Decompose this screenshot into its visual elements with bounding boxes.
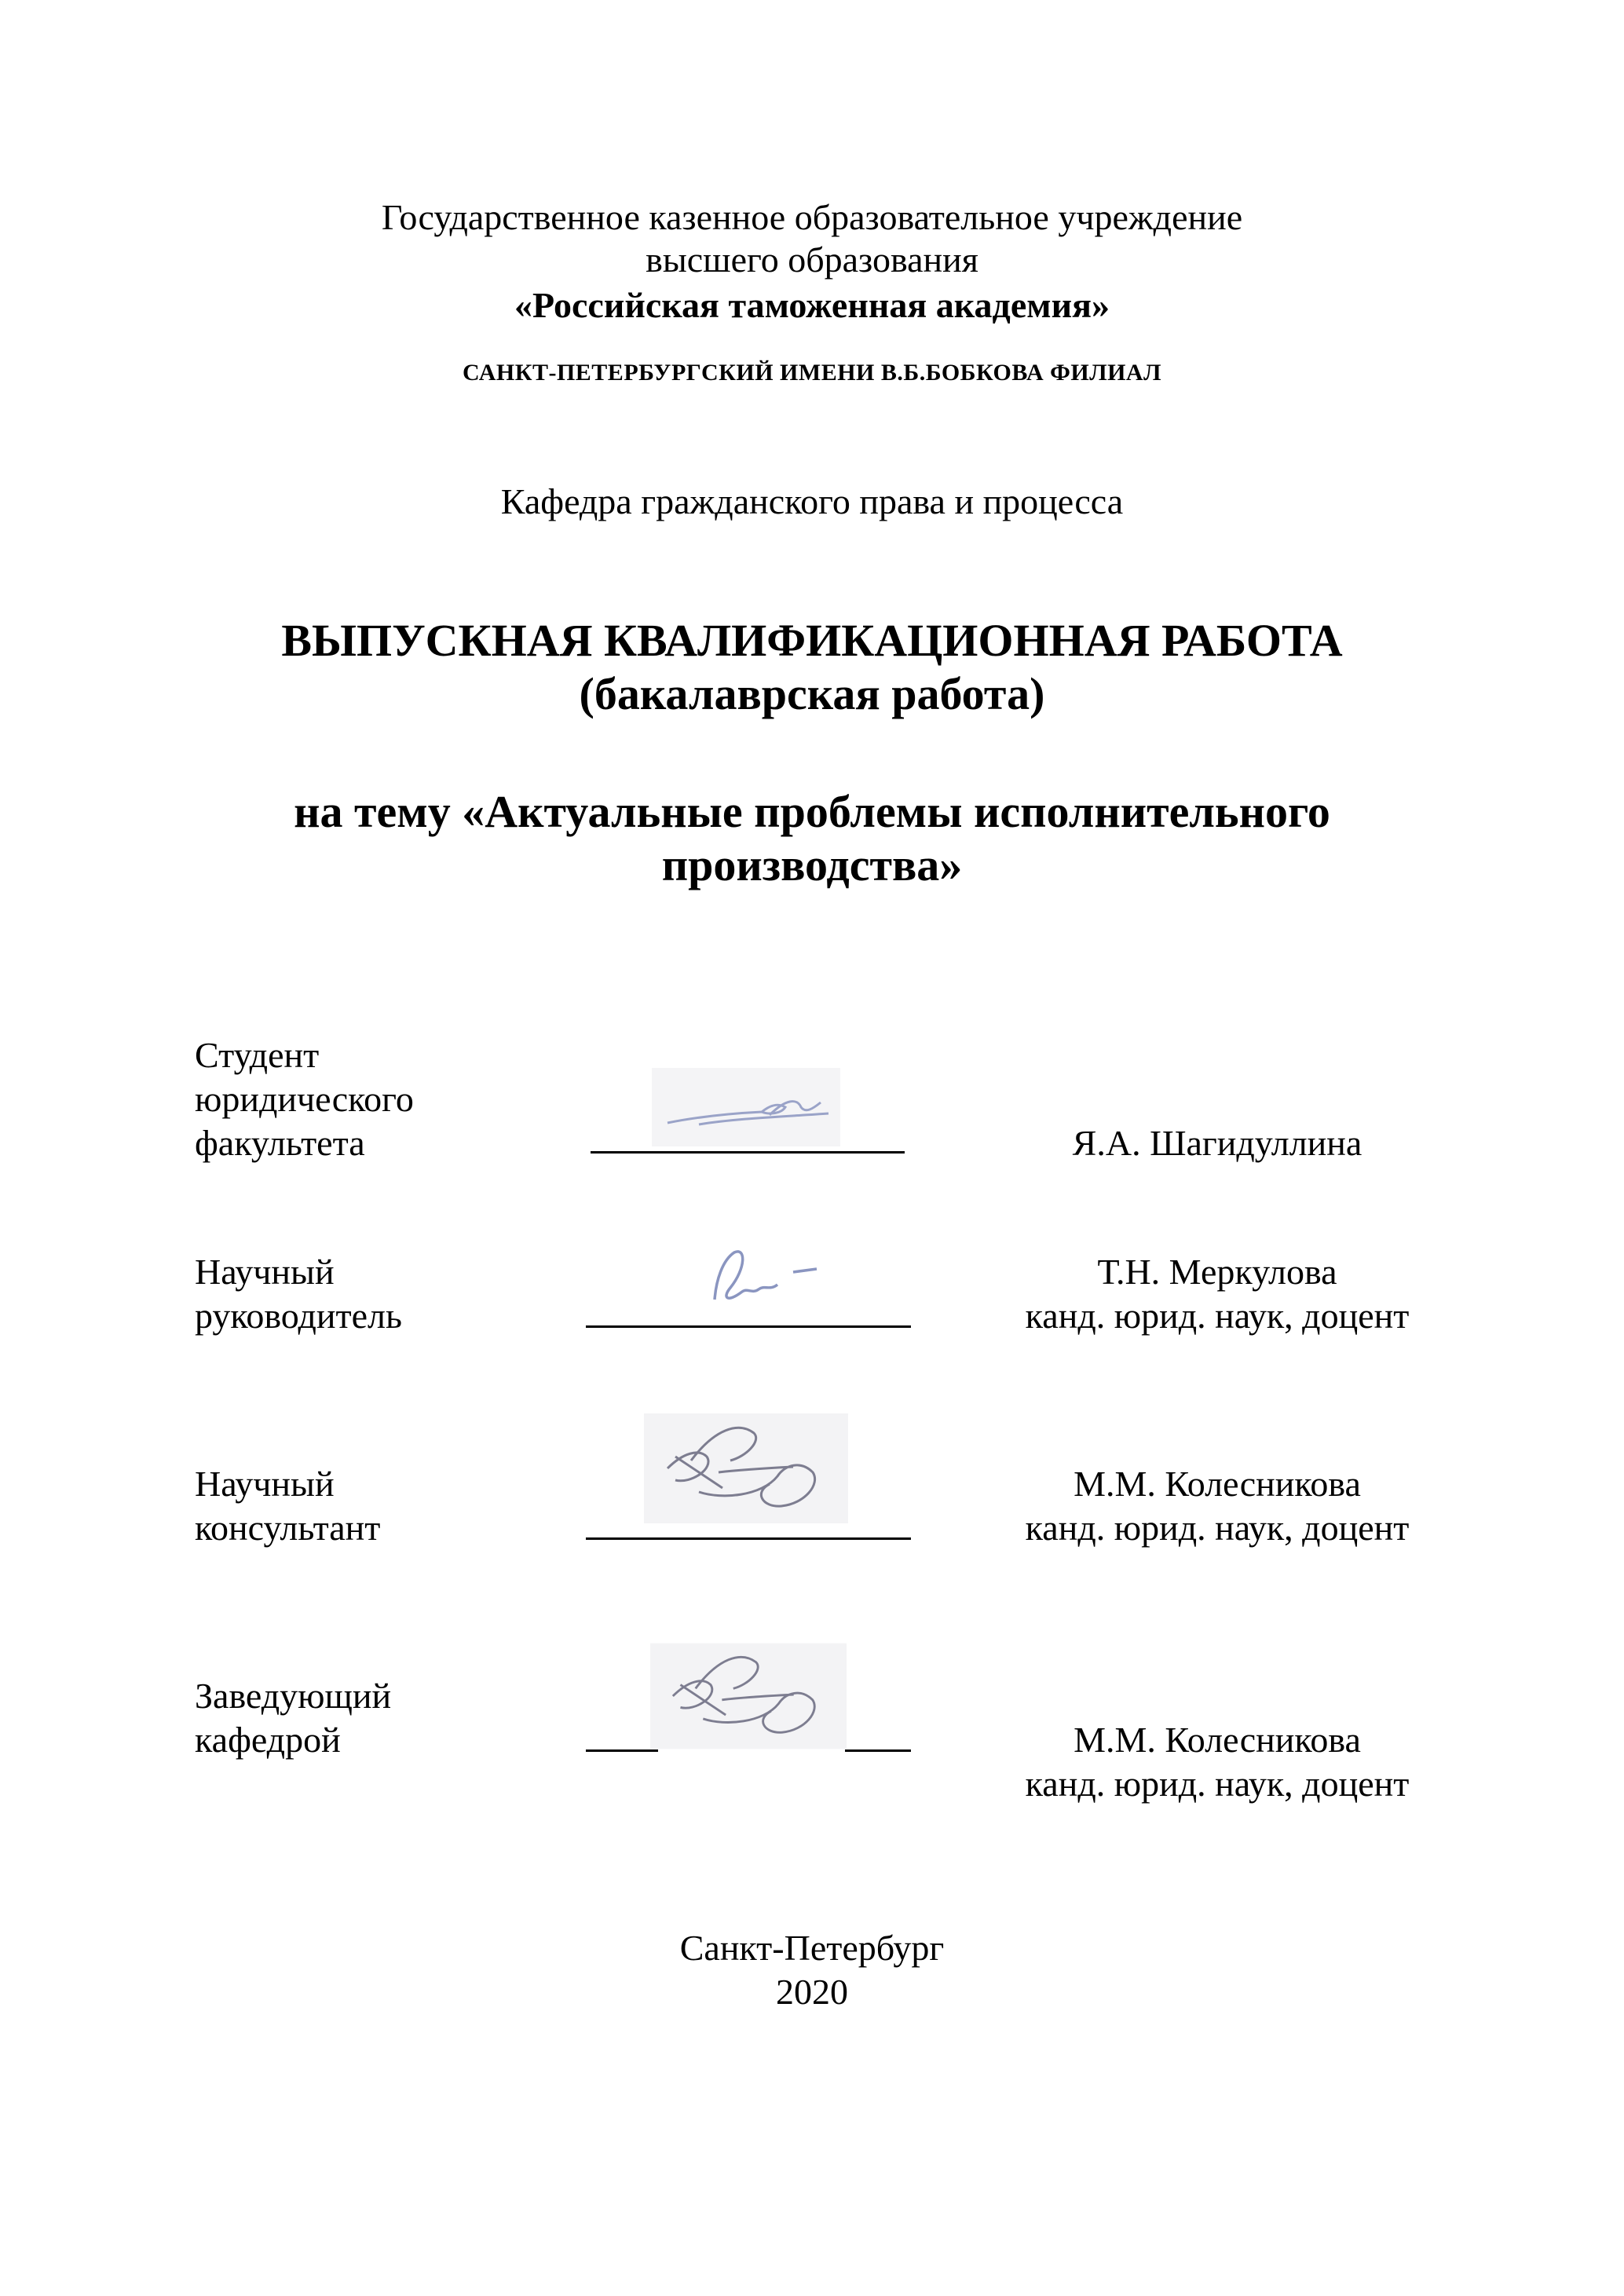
supervisor-role-line-2: руководитель: [195, 1296, 402, 1336]
head-role-line-1: Заведующий: [195, 1676, 392, 1716]
consultant-signature-line: [586, 1537, 911, 1540]
work-type-title: ВЫПУСКНАЯ КВАЛИФИКАЦИОННАЯ РАБОТА: [281, 615, 1343, 666]
head-degree: канд. юрид. наук, доцент: [1025, 1764, 1410, 1804]
head-signature-line: [586, 1749, 911, 1752]
year: 2020: [776, 1972, 848, 2012]
head-name: М.М. Колесникова: [1074, 1720, 1361, 1760]
supervisor-degree: канд. юрид. наук, доцент: [1025, 1296, 1410, 1336]
consultant-degree: канд. юрид. наук, доцент: [1025, 1508, 1410, 1548]
department-name: Кафедра гражданского права и процесса: [500, 481, 1124, 521]
city: Санкт-Петербург: [679, 1928, 945, 1968]
student-signature-line: [591, 1151, 905, 1153]
student-role-line-1: Студент: [195, 1035, 320, 1075]
supervisor-signature-line: [586, 1325, 911, 1328]
filial-name: САНКТ-ПЕТЕРБУРГСКИЙ ИМЕНИ В.Б.БОБКОВА ФИЛИАЛ: [463, 360, 1161, 386]
head-role-line-2: кафедрой: [195, 1720, 341, 1760]
student-role-line-3: факультета: [195, 1123, 365, 1163]
consultant-name: М.М. Колесникова: [1074, 1464, 1361, 1504]
topic-line-2: производства»: [661, 839, 963, 890]
student-name: Я.А. Шагидуллина: [1072, 1123, 1362, 1163]
consultant-role-line-1: Научный: [195, 1464, 335, 1504]
student-role-line-2: юридического: [195, 1079, 414, 1119]
supervisor-name: Т.Н. Меркулова: [1097, 1252, 1337, 1292]
student-signature: [652, 1068, 840, 1146]
consultant-role-line-2: консультант: [195, 1508, 381, 1548]
consultant-signature: [644, 1413, 848, 1523]
academy-name: «Российская таможенная академия»: [514, 285, 1110, 325]
institution-line-1: Государственное казенное образовательное учреждение: [381, 197, 1243, 237]
head-signature: [650, 1641, 847, 1751]
supervisor-signature: [699, 1233, 840, 1319]
supervisor-role-line-1: Научный: [195, 1252, 335, 1292]
topic-line-1: на тему «Актуальные проблемы исполнительного: [294, 786, 1330, 837]
institution-line-2: высшего образования: [646, 239, 978, 280]
work-type-subtitle: (бакалаврская работа): [579, 668, 1045, 719]
